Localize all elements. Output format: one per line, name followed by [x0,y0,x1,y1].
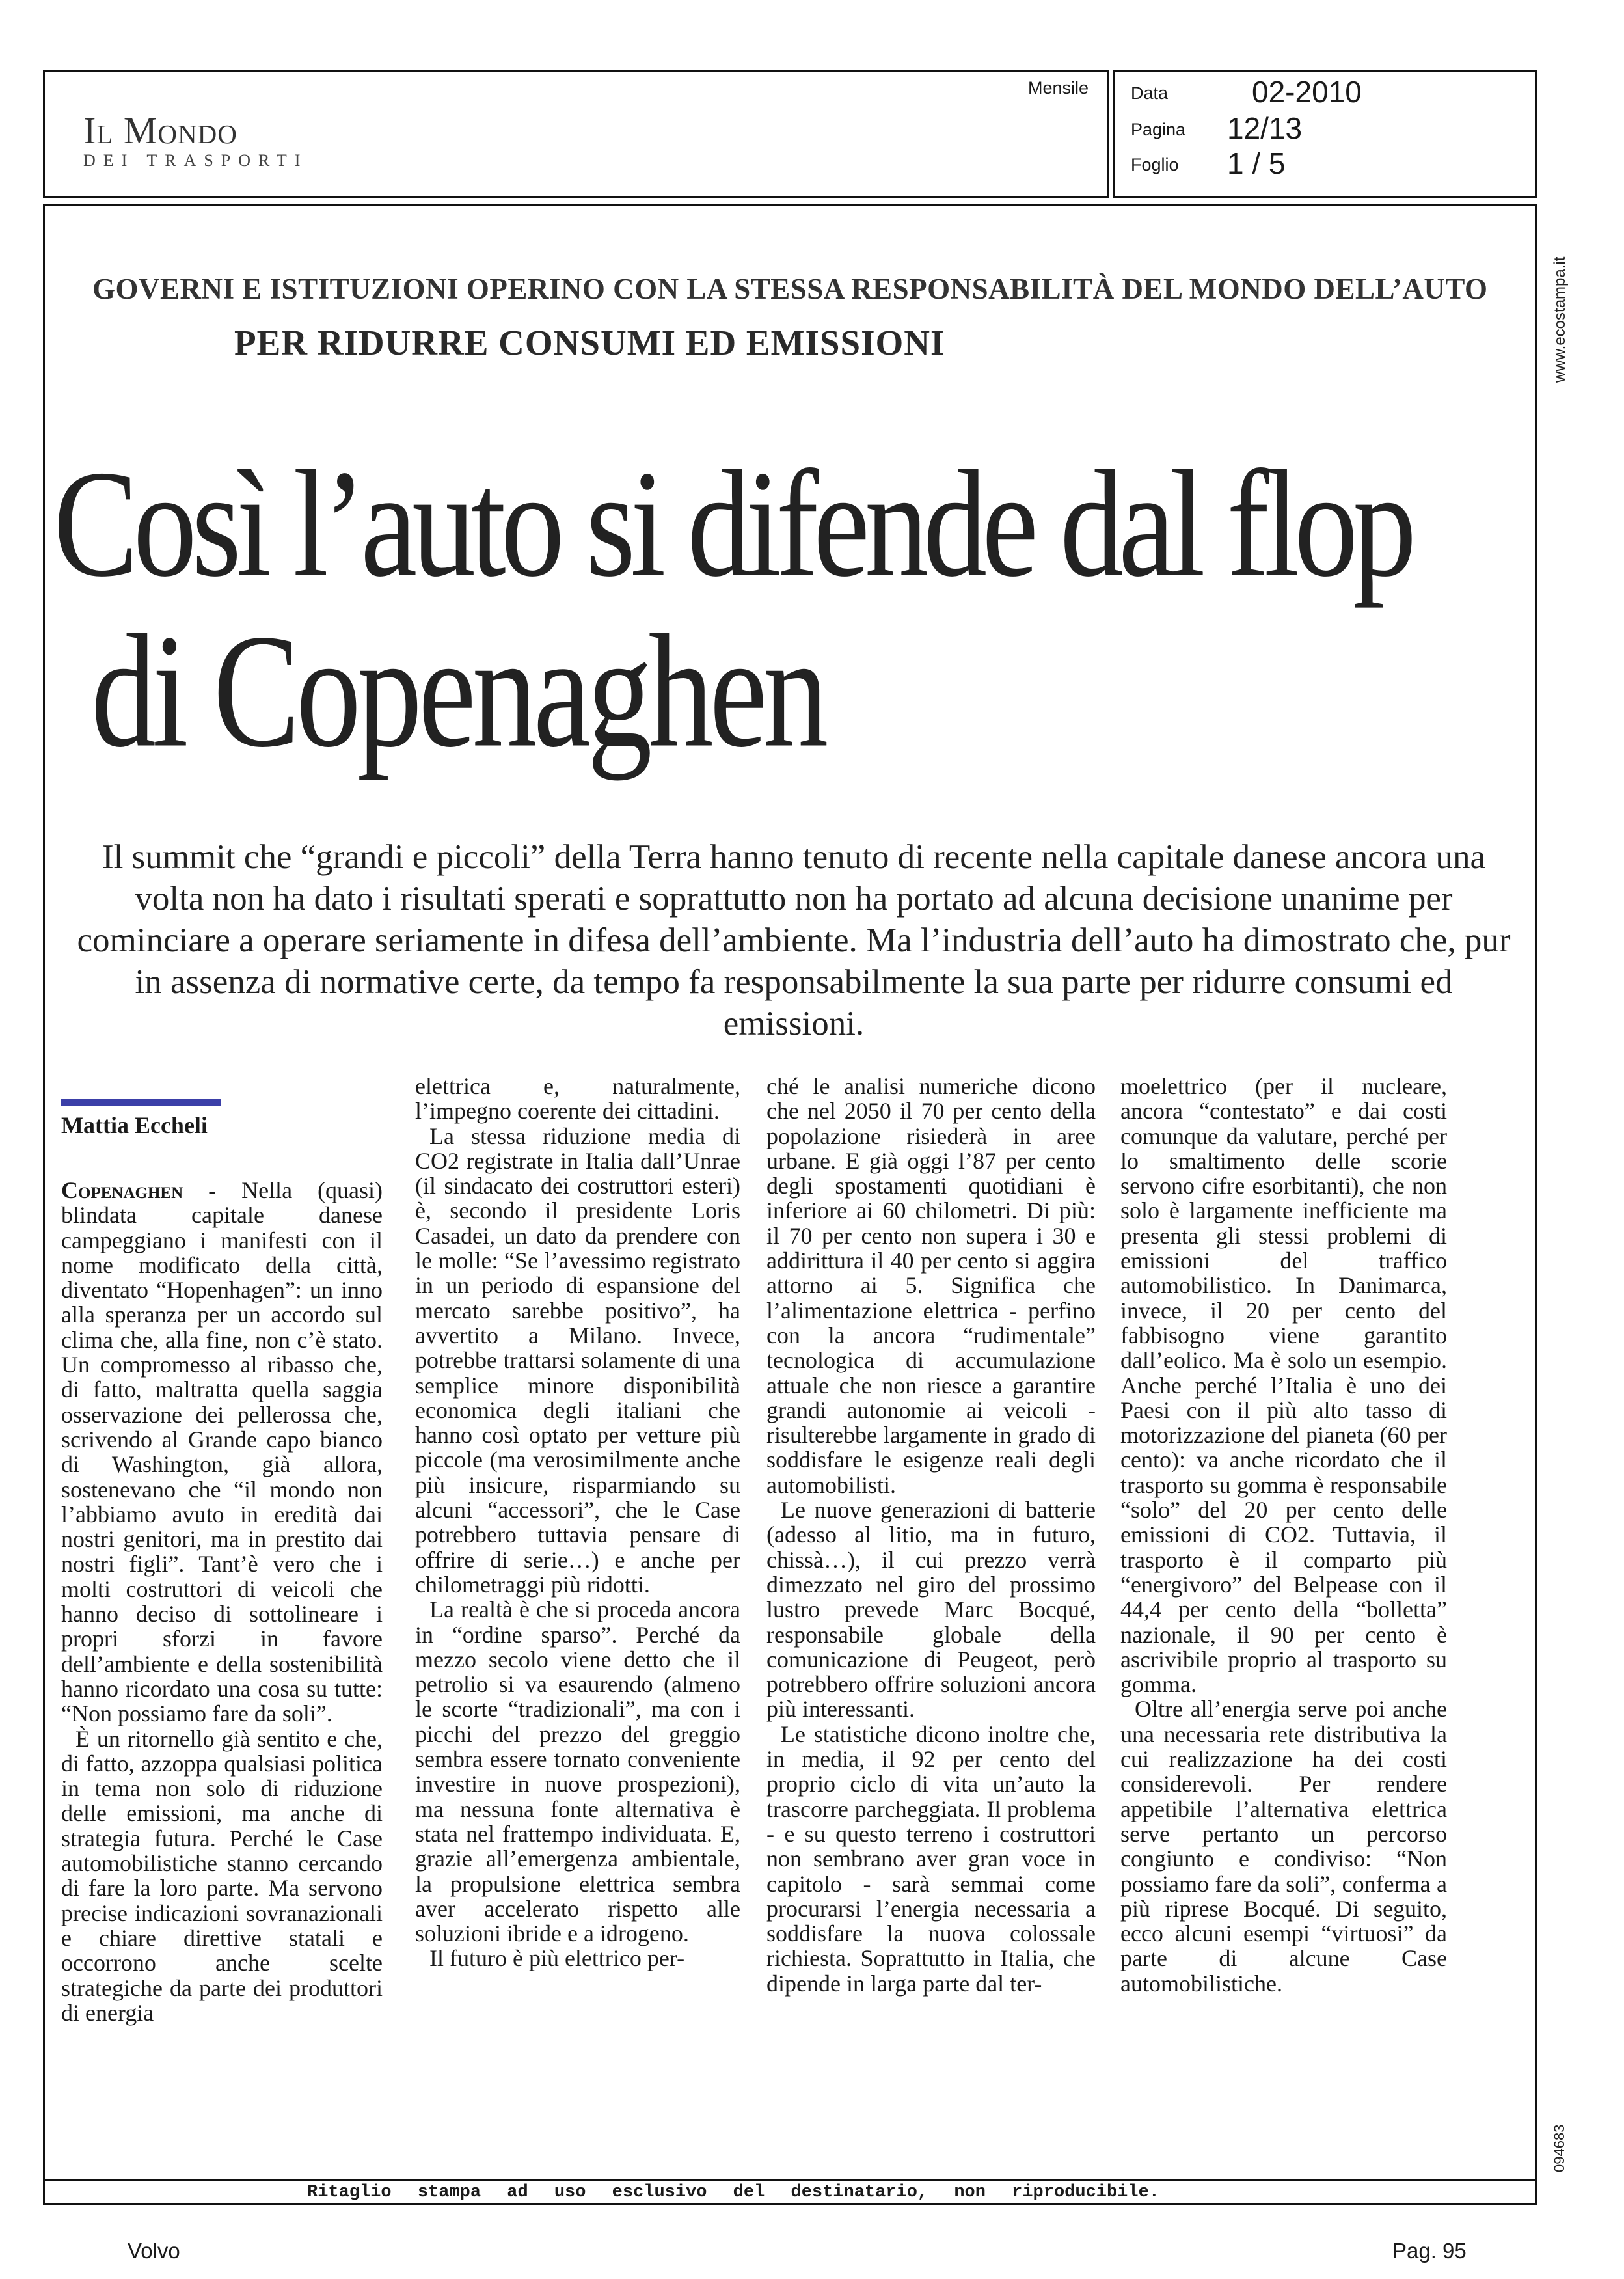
col3-paragraph-3: Le statistiche dicono inoltre che, in media, il 92 per cento del proprio ciclo di vita un’auto la trascorre parcheggiata. Il problema - e su questo terreno i costruttori non sembrano aver gran voce in capitolo - sarà semmai come procurarsi l’energia necessaria a soddisfare la nuova colossale richiesta. Soprattutto in Italia, che dipende in larga parte dal ter- [766,1721,1096,1997]
date-value: 02-2010 [1252,75,1362,109]
kicker-secondary: PER RIDURRE CONSUMI ED EMISSIONI [234,323,945,362]
article-column-1 [61,1178,383,2025]
publication-logo [83,109,308,170]
page-value: 12/13 [1227,111,1303,145]
col2-paragraph-3: La realtà è che si proceda ancora in “ordine sparso”. Perché da mezzo secolo viene detto che il petrolio si va esaurendo (almeno le scorte “tradizionali”, ma con i picchi del prezzo del greggio sembra essere tornato conveniente investire in nuove prospezioni), ma nessuna fonte alternativa è stata nel frattempo individuata. E, grazie all’emergenza ambientale, la propulsione elettrica sembra aver accelerato rispetto alle soluzioni ibride e a idrogeno. [415,1596,740,1947]
page-label: Pagina [1131,120,1186,139]
date-label: Data [1131,83,1169,103]
lead-paragraph: Il summit che “grandi e piccoli” della Terra hanno tenuto di recente nella capitale danese ancora una volta non ha dato i risultati sperati e soprattutto non ha portato ad alcuna decisione unanime per cominciare a operare seriamente in difesa dell’ambiente. Ma l’industria dell’auto ha dimostrato che, pur in assenza di normative certe, da tempo fa responsabilmente la sua parte per ridurre consumi ed emissioni. [77,838,1511,1043]
dateline-place: Copenaghen [61,1177,183,1203]
side-code: 094683 [1551,2124,1567,2172]
col3-paragraph-1: ché le analisi numeriche dicono che nel 2050 il 70 per cento della popolazione risiederà in aree urbane. E già oggi l’87 per cento degli spostamenti quotidiani è inferiore ai 60 chilometri. Di più: il 70 per cento non supera i 30 e addirittura il 40 per cento si aggira attorno ai 5. Significa che l’alimentazione elettrica - perfino con la ancora “rudimentale” tecnologica di accumulazione attuale che non riesce a garantire grandi autonomie ai veicoli - risulterebbe largamente in grado di soddisfare le esigenze reali degli automobilisti. [766,1073,1096,1498]
article-column-2 [415,1074,740,1971]
byline-rule [61,1099,221,1106]
article-column-3 [766,1074,1096,1996]
col4-paragraph-1: moelettrico (per il nucleare, ancora “contestato” e dai costi comunque da valutare, perché per lo smaltimento delle scorie servono cifre esorbitanti), che non solo è largamente inefficiente ma presenta gli stessi problemi di emissioni del traffico automobilistico. In Danimarca, invece, il 20 per cento del fabbisogno viene garantito dall’eolico. Ma è solo un esempio. Anche perché l’Italia è uno dei Paesi con il più alto tasso di motorizzazione del pianeta (60 per cento): va anche ricordato che il trasporto su gomma è responsabile “solo” del 20 per cento delle emissioni di CO2. Tuttavia, il trasporto è il comparto più “energivoro” del Belpease con il 44,4 per cento della “bolletta” nazionale, il 90 per cento è ascrivibile proprio al trasporto su gomma. [1120,1073,1447,1698]
sheet-value: 1 / 5 [1227,146,1286,180]
disclaimer-rule [43,2179,1537,2181]
byline: Mattia Eccheli [61,1112,208,1138]
col1-paragraph-1 [61,1178,383,1726]
kicker: GOVERNI E ISTITUZIONI OPERINO CON LA STESSA RESPONSABILITÀ DEL MONDO DELL’AUTO [92,273,1488,305]
headline-line-1: Così l’auto si difende dal flop [53,439,1412,609]
sheet-label: Foglio [1131,155,1179,174]
article-column-4 [1120,1074,1447,1996]
col1-text-1: - Nella (quasi) blindata capitale danese campeggiano i manifesti con il nome modificato della città, diventato “Hopenhagen”: un inno alla speranza per un accordo sul clima che, alla fine, non c’è stato. Un compromesso al ribasso che, di fatto, maltratta quella saggia osservazione dei pellerossa che, scrivendo al Grande capo bianco di Washington, già allora, sostenevano che “il mondo non l’abbiamo avuto in eredità dai nostri genitori, ma in prestito dai nostri figli”. Tant’è vero che i molti costruttori di veicoli che hanno deciso di sottolineare i propri sforzi in favore dell’ambiente e della sostenibilità hanno ricordato una cosa su tutte: “Non possiamo fare da soli”. [61,1177,383,1727]
col3-paragraph-2: Le nuove generazioni di batterie (adesso al litio, ma in futuro, chissà…), il cui prezzo verrà dimezzato nel giro del prossimo lustro prevede Marc Bocqué, responsabile globale della comunicazione di Peugeot, però potrebbero offrire soluzioni ancora più interessanti. [766,1497,1096,1723]
logo-sub-text: DEI TRASPORTI [83,151,308,170]
col4-paragraph-2: Oltre all’energia serve poi anche una necessaria rete distributiva la cui realizzazione ha dei costi considerevoli. Per rendere appetibile l’alternativa elettrica serve pertanto un percorso congiunto e condiviso: “Non possiamo fare da soli”, conferma a più riprese Bocqué. Di seguito, ecco alcuni esempi “virtuosi” da parte di alcune Case automobilistiche. [1120,1696,1447,1997]
col2-paragraph-1: elettrica e, naturalmente, l’impegno coerente dei cittadini. [415,1073,740,1125]
footer-left: Volvo [128,2239,180,2263]
col2-paragraph-2: La stessa riduzione media di CO2 registrate in Italia dall’Unrae (il sindacato dei costruttori esteri) è, secondo il presidente Loris Casadei, un dato da prendere con le molle: “Se l’avessimo registrato in un periodo di espansione del mercato sarebbe positivo”, ha avvertito a Milano. Invece, potrebbe trattarsi solamente di una semplice minore disponibilità economica degli italiani che hanno così optato per vetture più piccole (ma verosimilmente anche più insicure, risparmiando su alcuni “accessori”, che le Case potrebbero tuttavia pensare di offrire di serie…) e anche per chilometraggi più ridotti. [415,1123,740,1598]
side-url: www.ecostampa.it [1551,256,1569,383]
frequency-label: Mensile [1028,78,1089,98]
headline-line-2: di Copenaghen [91,601,825,782]
footer-right: Pag. 95 [1392,2239,1467,2263]
col2-paragraph-4: Il futuro è più elettrico per- [429,1945,685,1972]
disclaimer-text: Ritaglio stampa ad uso esclusivo del destinatario, non riproducibile. [307,2183,1159,2202]
col1-paragraph-2: È un ritornello già sentito e che, di fatto, azzoppa qualsiasi politica in tema non solo di riduzione delle emissioni, ma anche di strategia futura. Perché le Case automobilistiche stanno cercando di fare la loro parte. Ma servono precise indicazioni sovranazionali e chiare direttive statali e occorrono anche scelte strategiche da parte dei produttori di energia [61,1725,383,2026]
logo-main-text: Il Mondo [83,109,237,152]
